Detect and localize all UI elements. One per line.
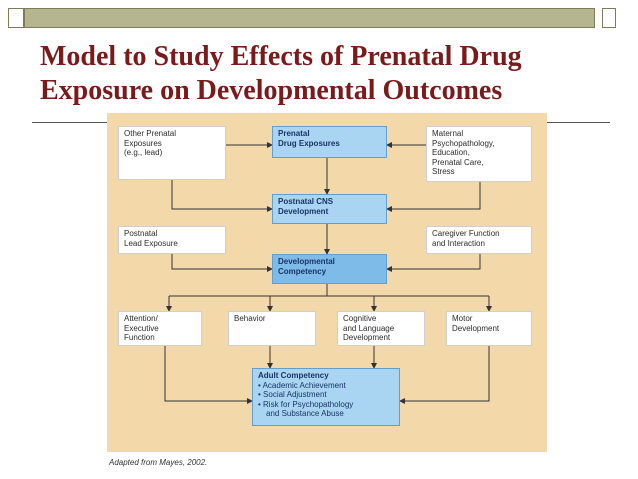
box-postnatal-lead: Postnatal Lead Exposure (118, 226, 226, 254)
arrow-other-to-cns (172, 180, 272, 209)
box-developmental-competency: Developmental Competency (272, 254, 387, 284)
box-postnatal-cns: Postnatal CNS Development (272, 194, 387, 224)
box-maternal: Maternal Psychopathology, Education, Prenatal Care, Stress (426, 126, 532, 182)
adult-item: • Risk for Psychopathology (258, 400, 394, 410)
arrow-motor-to-adult (400, 346, 489, 401)
box-cognitive: Cognitive and Language Development (337, 311, 425, 346)
adult-competency-list (258, 381, 394, 419)
arrow-attention-to-adult (165, 346, 252, 401)
box-behavior: Behavior (228, 311, 316, 346)
box-prenatal-drug: Prenatal Drug Exposures (272, 126, 387, 158)
arrow-maternal-to-cns (387, 182, 480, 209)
box-motor: Motor Development (446, 311, 532, 346)
title-line-1: Model to Study Effects of Prenatal Drug (40, 41, 522, 72)
box-other-prenatal: Other Prenatal Exposures (e.g., lead) (118, 126, 226, 180)
source-credit: Adapted from Mayes, 2002. (109, 458, 208, 467)
title-line-2: Exposure on Developmental Outcomes (40, 75, 503, 106)
arrow-caregiver-to-devcomp (387, 254, 480, 269)
adult-item: and Substance Abuse (266, 409, 344, 418)
adult-item: • Academic Achievement (258, 381, 394, 391)
arrow-lead-to-devcomp (172, 254, 272, 269)
adult-competency-title: Adult Competency (258, 371, 329, 380)
box-attention: Attention/ Executive Function (118, 311, 202, 346)
box-caregiver: Caregiver Function and Interaction (426, 226, 532, 254)
box-adult-competency (252, 368, 400, 426)
adult-item: • Social Adjustment (258, 390, 394, 400)
